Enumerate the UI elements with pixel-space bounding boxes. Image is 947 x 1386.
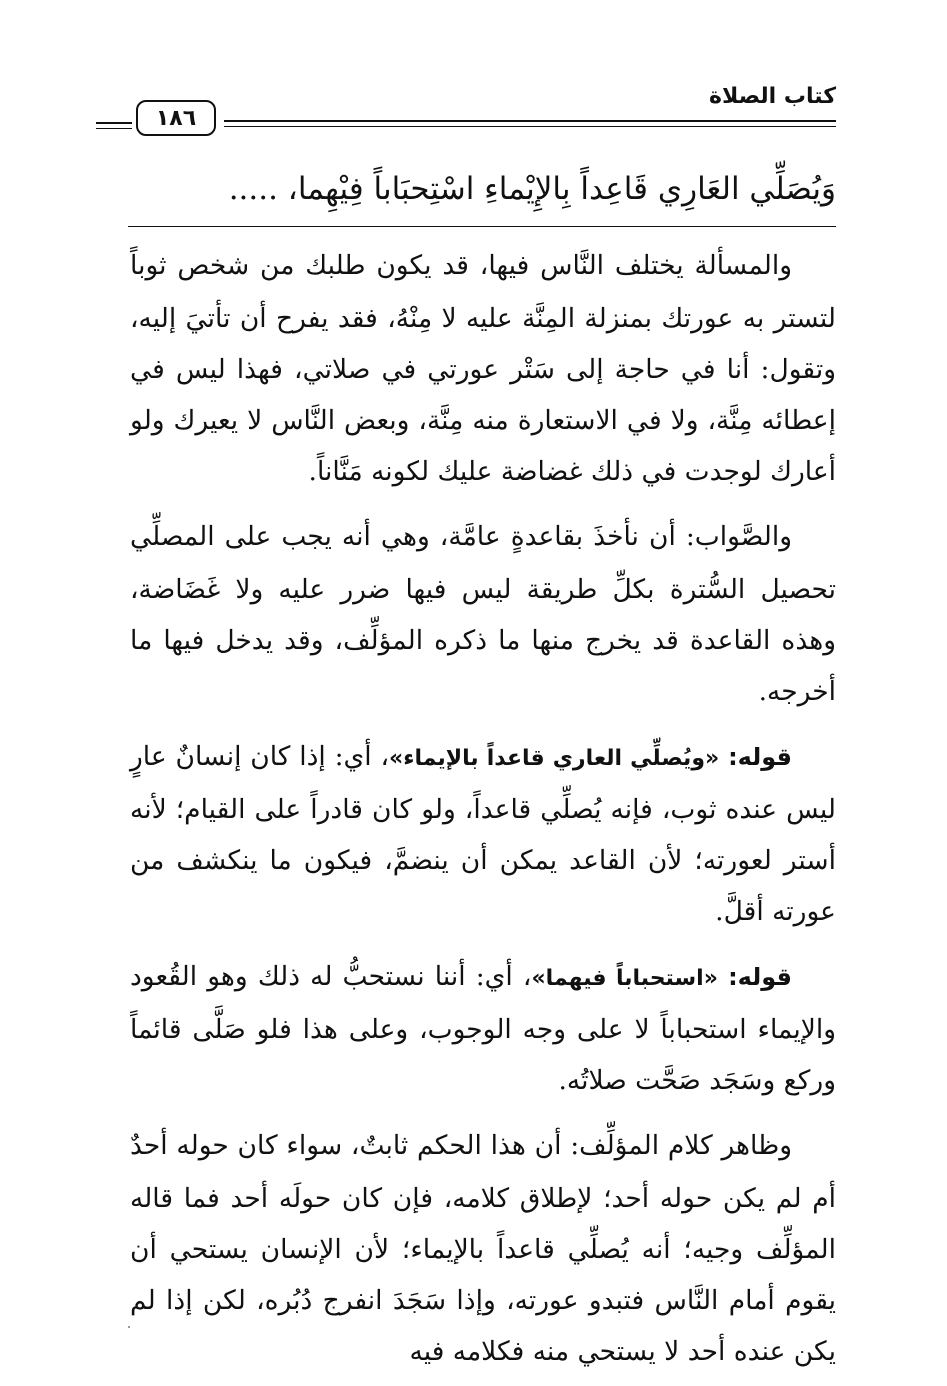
paragraph-text: والصَّواب: أن نأخذَ بقاعدةٍ عامَّة، وهي أنه يجب على المصلِّي تحصيل السُّترة بكلِّ طريقة ليس فيها ضرر عليه ولا غَضَاضة، وهذه القاعدة قد يخرج منها ما ذكره المؤلِّف، وقد يدخل فيها ما أخرجه.: [130, 521, 836, 707]
header-rule-left-thin: [96, 128, 132, 129]
paragraph-text: وظاهر كلام المؤلِّف: أن هذا الحكم ثابتٌ، سواء كان حوله أحدٌ أم لم يكن حوله أحد؛ لإطلاق كلامه، فإن كان حولَه أحد فما قاله المؤلِّف وجيه؛ أنه يُصلِّي قاعداً بالإيماء؛ لأن الإنسان يستحي أن يقوم أمام النَّاس فتبدو عورته، وإذا سَجَدَ انفرج دُبُره، لكن إذا لم يكن عنده أحد لا يستحي منه فكلامه فيه: [130, 1130, 836, 1367]
paragraph-quote: «ويُصلِّي العاري قاعداً بالإيماء»: [389, 746, 720, 771]
paragraph-text: ، أي: إذا كان إنسانٌ عارٍ ليس عنده ثوب، فإنه يُصلِّي قاعداً، ولو كان قادراً على القيام؛ لأنه أستر لعورته؛ لأن القاعد يمكن أن ينضمَّ، فيكون ما ينكشف من عورته أقلَّ.: [130, 741, 836, 927]
scan-speck: [128, 1326, 130, 1328]
commentary-body: [130, 240, 836, 1367]
page-number: ١٨٦: [136, 100, 216, 136]
paragraph-text: ، أي: أننا نستحبُّ له ذلك وهو القُعود والإيماء استحباباً لا على وجه الوجوب، وعلى هذا فلو صَلَّى قائماً وركع وسَجَد صَحَّت صلاتُه.: [130, 961, 836, 1096]
paragraph-label: قوله:: [728, 743, 792, 771]
paragraph-5: [130, 1120, 836, 1377]
paragraph-2: [130, 511, 836, 717]
paragraph-label: قوله:: [728, 963, 792, 991]
paragraph-4: [130, 951, 836, 1106]
page-header: [128, 84, 836, 148]
header-rule-thin: [224, 126, 836, 127]
matn-text: وَيُصَلِّي العَارِي قَاعِداً بِالإِيْماءِ اسْتِحبَاباً فِيْهِما، .....: [228, 171, 836, 207]
paragraph-text: والمسألة يختلف النَّاس فيها، قد يكون طلبك من شخص ثوباً لتستر به عورتك بمنزلة المِنَّة عليه لا مِنْهُ، فقد يفرح أن تأتيَ إليه، وتقول: أنا في حاجة إلى سَتْر عورتي في صلاتي، فهذا ليس في إعطائه مِنَّة، ولا في الاستعارة منه مِنَّة، وبعض النَّاس لا يعيرك ولو أعارك لوجدت في ذلك غضاضة عليك لكونه مَنَّاناً.: [130, 250, 836, 487]
paragraph-quote: «استحباباً فيهما»: [531, 966, 718, 991]
paragraph-3: [130, 731, 836, 937]
header-rule: [224, 120, 836, 122]
paragraph-1: [130, 240, 836, 497]
book-title: كتاب الصلاة: [709, 84, 836, 109]
matn-separator: [128, 226, 836, 227]
header-rule-left: [96, 122, 132, 124]
